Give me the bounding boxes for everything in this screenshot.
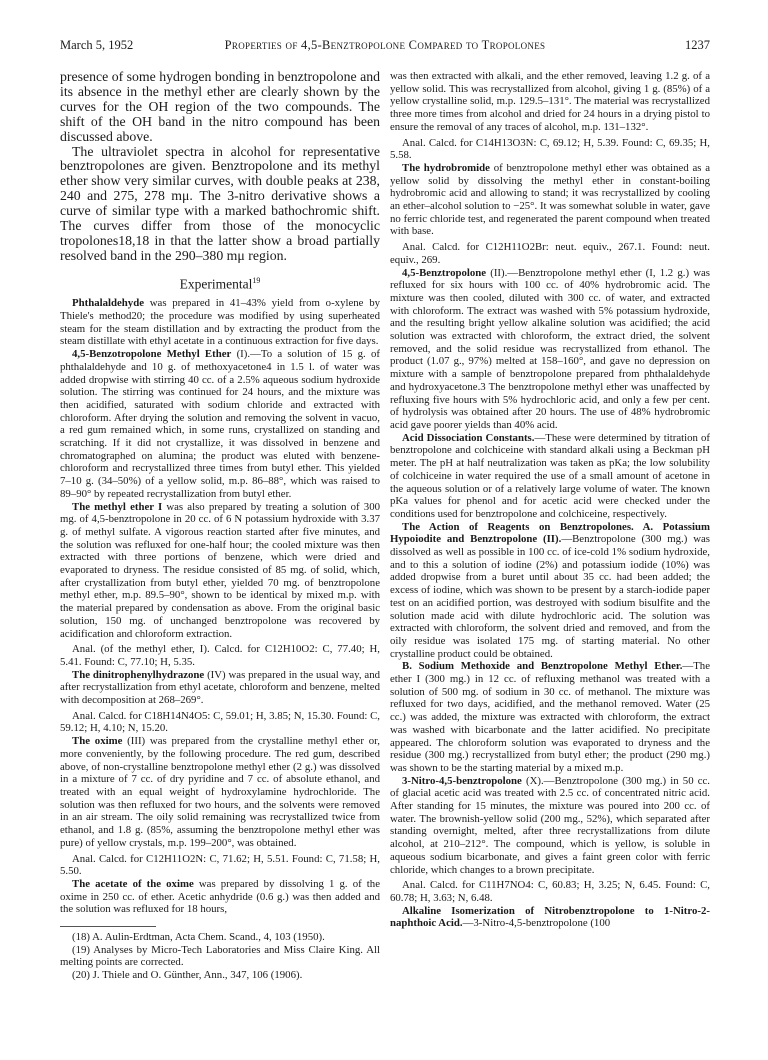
page-number: 1237 bbox=[685, 38, 710, 52]
analysis-line: Anal. Calcd. for C12H11O2N: C, 71.62; H, 5.51. Found: C, 71.58; H, 5.50. bbox=[60, 852, 380, 878]
paragraph-lead: 4,5-Benztropolone bbox=[402, 266, 487, 279]
paragraph-text: (I).—To a solution of 15 g. of phthalaldehyde and 10 g. of methoxyacetone4 in 1.5 l. of water was added dropwise with stirring 40 cc. of a 2.5% aqueous sodium hydroxide solution. The stirring was continued for 24 hours, and the mixture was then acidified, saturated with sodium chloride and extracted with chloroform. After drying the solution and removing the solvent in vacuo, a red gum remained which, in some runs, crystallized on standing and scratching. If it did not crystallize, it was dissolved in benzene and chromatographed on alumina; the product was eluted with benzene-chloroform and recrystallized three times from butyl ether. This yielded 7–10 g. (34–50%) of a yellow solid, m.p. 86–88°, which was raised to 89–90° by repeated recrystallization from butyl ether. bbox=[60, 348, 380, 500]
benztropolone-paragraph bbox=[390, 267, 710, 432]
isomerization-paragraph bbox=[390, 905, 710, 930]
paragraph-lead: The dinitrophenylhydrazone bbox=[72, 668, 205, 681]
oxime-acetate-paragraph bbox=[60, 878, 380, 916]
page-header bbox=[60, 38, 710, 54]
methyl-ether-alt-paragraph bbox=[60, 501, 380, 641]
uv-spectra-paragraph: The ultraviolet spectra in alcohol for representative benztropolones are given. Benztropolone and its methyl ether show very similar curves, with double peaks at 238, 240 and 275, 278 mμ. The 3-nitro derivative shows a curve of similar type with a marked bathochromic shift. The curves differ from those of the monocyclic tropolones18,18 in that the latter show a broad partially resolved band in the 290–380 mμ region. bbox=[60, 143, 380, 263]
paragraph-text: —Benztropolone (300 mg.) was dissolved as well as possible in 100 cc. of ice-cold 1% sodium hydroxide, and to this a solution of iodine (2%) and potassium iodide (10%) was added dropwise from a buret until about 35 cc. had been added; the excess of iodine, which was shown to be present by a starch-iodide paper test on an acidified portion, was destroyed with sodium bisulfite and the solution made acid with dilute hydrochloric acid. The solution was extracted with chloroform, the solvent dried and removed, and from the oily residue was isolated 175 mg. of starting material. No other crystalline product could be obtained. bbox=[390, 533, 710, 660]
paragraph-lead: Phthalaldehyde bbox=[72, 297, 144, 310]
header-date: March 5, 1952 bbox=[60, 38, 134, 52]
phthalaldehyde-paragraph bbox=[60, 297, 380, 348]
hypoiodite-paragraph bbox=[390, 521, 710, 661]
paragraph-lead: The oxime bbox=[72, 735, 123, 748]
dinitrophenylhydrazone-paragraph bbox=[60, 669, 380, 707]
dissociation-paragraph bbox=[390, 432, 710, 521]
paragraph-lead: The acetate of the oxime bbox=[72, 877, 194, 890]
paragraph-text: —3-Nitro-4,5-benztropolone (100 bbox=[462, 917, 611, 930]
paragraph-text: (III) was prepared from the crystalline methyl ether or, more conveniently, by the following procedure. The red gum, described above, of non-crystalline benztropolone methyl ether (2 g.) was dissolved in a mixture of 7 cc. of dry pyridine and 7 cc. of absolute ethanol, and treated with an equal weight of hydroxylamine hydrochloride. The solution was then refluxed for two hours, and the solvents were removed in an air stream. The oily solid remaining was recrystallized twice from ethanol, and 1.8 g. (85%, assuming the benztropolone methyl ether was pure) of yellow crystals, m.p. 199–200°, was obtained. bbox=[60, 735, 381, 849]
paragraph-lead: The methyl ether I bbox=[72, 500, 163, 513]
analysis-line: Anal. Calcd. for C18H14N4O5: C, 59.01; H, 3.85; N, 15.30. Found: C, 59.12; H, 4.10; N, 15.20. bbox=[60, 709, 380, 735]
paragraph-text: (X).—Benztropolone (300 mg.) in 50 cc. of glacial acetic acid was treated with 2.5 cc. of concentrated nitric acid. After standing for 15 minutes, the mixture was poured into 200 cc. of water. The brownish-yellow solid (200 mg., 52%), which separated after standing overnight, melted, after three recrystallizations from dilute alcohol, at 210–212°. The compound, which is yellow, is soluble in aqueous sodium bicarbonate, and gives a faint green color with ferric chloride, which changes to a brown precipitate. bbox=[390, 774, 710, 876]
right-column bbox=[390, 70, 710, 930]
footnote: (19) Analyses by Micro-Tech Laboratories and Miss Claire King. All melting points are corrected. bbox=[60, 943, 380, 969]
experimental-footnote-ref: 19 bbox=[252, 275, 261, 285]
paragraph-lead: 3-Nitro-4,5-benztropolone bbox=[402, 774, 522, 787]
nitro-benztropolone-paragraph bbox=[390, 775, 710, 877]
paragraph-lead: The hydrobromide bbox=[402, 161, 490, 174]
paragraph-text: (II).—Benztropolone methyl ether (I, 1.2 g.) was refluxed for six hours with 100 cc. of 40% hydrobromic acid. The mixture was then cooled, diluted with 300 cc. of water, and extracted with chloroform. The extract was washed with 5% potassium hydroxide, and the resulting bright yellow alkaline solution was acidified; the acid solution was extracted with chloroform, the extract dried, the solvent removed, and the solid residue was recrystallized from ethanol. The product (1.07 g., 97%) melted at 158–160°, and gave no depression on mixture with a sample of benztropolone prepared from phthalaldehyde and hydroxyacetone.3 The benztropolone methyl ether was unaffected by refluxing five hours with 5% hydrochloric acid, and only a few per cent. of hydrolysis was obtained after 20 hours. The use of 48% hydrobromic acid gave poorer yields than 40% acid. bbox=[390, 266, 710, 431]
discussion-paragraph: presence of some hydrogen bonding in benztropolone and its absence in the methyl ether are clearly shown by the curves for the OH region of the two compounds. The shift of the OH band in the nitro compound has been discussed above. bbox=[60, 69, 380, 144]
paragraph-text: —The ether I (300 mg.) in 12 cc. of refluxing methanol was treated with a solution of 500 mg. of sodium in 30 cc. of methanol. The mixture was refluxed for two days, acidified, and the methanol removed. Water (25 cc.) was added, the mixture was extracted with chloroform, the extract was washed with bicarbonate and the latter acidified. No precipitate appeared. The chloroform solution was evaporated to dryness and the residue (300 mg.) recrystallized from butyl ether; the product (290 mg.) was shown to be the starting material by a mixed m.p. bbox=[390, 660, 710, 774]
hydrobromide-paragraph bbox=[390, 162, 710, 238]
paragraph-text: was prepared by dissolving 1 g. of the oxime in 250 cc. of ether. Acetic anhydride (0.6 g.) was then added and the solution was refluxed for 18 hours, bbox=[60, 877, 380, 916]
footnote-divider bbox=[60, 926, 156, 927]
header-title: Properties of 4,5-Benztropolone Compared to Tropolones bbox=[224, 38, 546, 52]
paragraph-lead: Acid Dissociation Constants. bbox=[402, 431, 535, 444]
oxime-acetate-continued: was then extracted with alkali, and the ether removed, leaving 1.2 g. of a yellow solid. This was recrystallized from alcohol, giving 1 g. (85%) of a yellow crystalline solid, m.p. 129.5–131°. The material was recrystallized three more times from alcohol and dried for 24 hours in a drying pistol to ensure the removal of any traces of alcohol, m.p. 131–132°. bbox=[390, 70, 710, 133]
paragraph-text: was prepared in 41–43% yield from o-xylene by Thiele's method20; the procedure was modified by using superheated steam for the steam distillation and by extracting the product from the steam distillate with ethyl acetate in a continuous extraction for five days. bbox=[60, 297, 380, 348]
footnote: (18) A. Aulin-Erdtman, Acta Chem. Scand., 4, 103 (1950). bbox=[72, 931, 325, 944]
paragraph-lead: B. Sodium Methoxide and Benztropolone Methyl Ether. bbox=[402, 660, 683, 673]
paragraph-text: —These were determined by titration of benztropolone and colchiceine with standard alkali using a Beckman pH meter. The pH at half neutralization was taken as pKa; the low solubility of colchiceine in water required the use of a small amount of acetone in the aqueous solution or of a relatively large volume of water. The known pKa values for phenol and for acetic acid were checked under the conditions used for benztropolone and colchiceine, respectively. bbox=[390, 431, 710, 520]
footnote: (20) J. Thiele and O. Günther, Ann., 347, 106 (1906). bbox=[72, 969, 303, 982]
paragraph-lead: 4,5-Benzotropolone Methyl Ether bbox=[72, 348, 232, 361]
paragraph-lead: Alkaline Isomerization of Nitrobenztropolone to 1-Nitro-2-naphthoic Acid. bbox=[390, 904, 710, 930]
analysis-line: Anal. (of the methyl ether, I). Calcd. for C12H10O2: C, 77.40; H, 5.41. Found: C, 77.10; H, 5.35. bbox=[60, 643, 380, 668]
oxime-paragraph bbox=[60, 735, 380, 849]
paragraph-text: (IV) was prepared in the usual way, and after recrystallization from ethyl acetate, chloroform and benzene, melted with decomposition at 268–269°. bbox=[60, 668, 381, 707]
paragraph-text: was also prepared by treating a solution of 300 mg. of 4,5-benztropolone in 20 cc. of 6 N potassium hydroxide with 3.37 g. of methyl sulfate. A vigorous reaction started after five minutes, and the solution was refluxed for one-half hour; the cooled mixture was then extracted with three portions of benzene, which were dried and evaporated to dryness. The residue consisted of 85 mg. of solid, which, after crystallization from butyl ether, yielded 70 mg. of benztropolone methyl ether, m.p. 89.5–90°, shown to be identical by mixed m.p. with the material prepared by condensation as above. From the original basic solution, 150 mg. of unchanged benztropolone was recovered by acidification and chloroform extraction. bbox=[60, 500, 380, 640]
left-column bbox=[60, 70, 380, 982]
experimental-heading bbox=[60, 276, 380, 293]
paragraph-lead: The Action of Reagents on Benztropolones. A. Potassium Hypoiodite and Benztropolone (II). bbox=[390, 520, 710, 546]
analysis-line: Anal. Calcd. for C14H13O3N: C, 69.12; H, 5.39. Found: C, 69.35; H, 5.58. bbox=[390, 136, 710, 162]
analysis-line: Anal. Calcd. for C11H7NO4: C, 60.83; H, 3.25; N, 6.45. Found: C, 60.78; H, 3.63; N, 6.48. bbox=[390, 879, 710, 904]
methyl-ether-prep-paragraph bbox=[60, 348, 380, 500]
experimental-title: Experimental bbox=[179, 276, 253, 292]
paragraph-text: of benztropolone methyl ether was obtained as a yellow solid by dissolving the methyl ether in constant-boiling hydrobromic acid and allowing to stand; it was recrystallized by cooling an ether–alcohol solution to −25°. It was somewhat soluble in water, gave no ferric chloride test, and regenerated the parent compound when treated with base. bbox=[390, 161, 710, 238]
methoxide-paragraph bbox=[390, 660, 710, 774]
analysis-line: Anal. Calcd. for C12H11O2Br: neut. equiv., 267.1. Found: neut. equiv., 269. bbox=[390, 241, 710, 266]
